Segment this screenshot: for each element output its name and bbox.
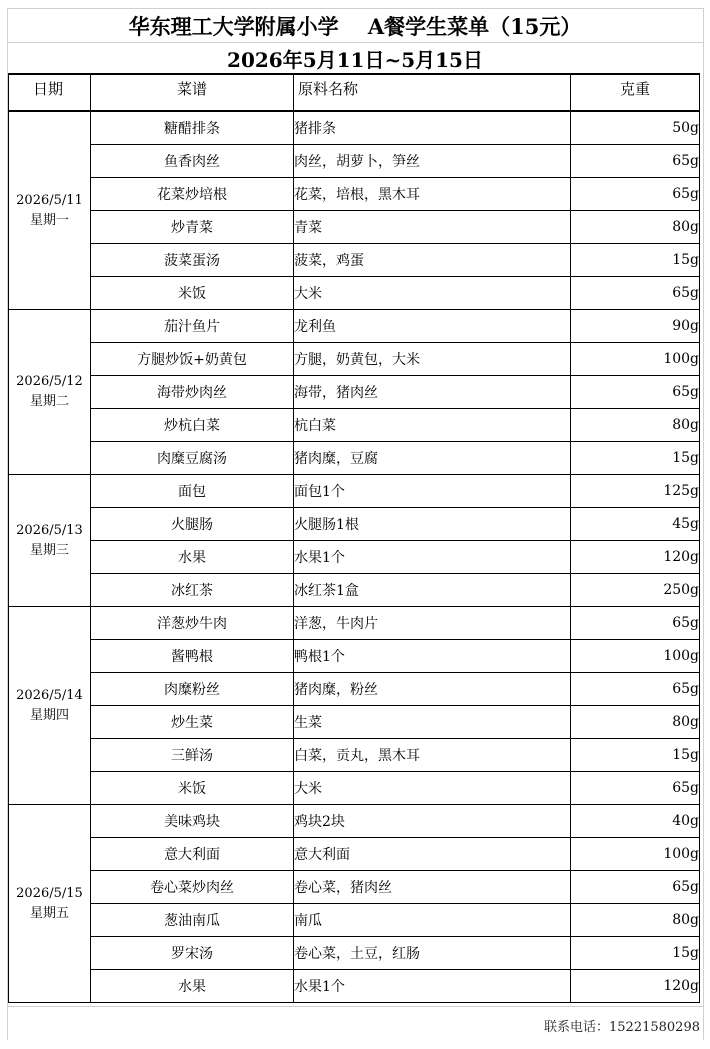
dish-name: 罗宋汤 (91, 937, 294, 970)
dish-weight: 65g (571, 772, 700, 805)
dish-name: 茄汁鱼片 (91, 310, 294, 343)
dish-name: 火腿肠 (91, 508, 294, 541)
dish-weight: 100g (571, 640, 700, 673)
dish-name: 方腿炒饭+奶黄包 (91, 343, 294, 376)
table-row (9, 937, 700, 970)
dish-name: 水果 (91, 970, 294, 1003)
table-row (9, 277, 700, 310)
dish-ingredients: 鸭根1个 (294, 640, 571, 673)
table-row (9, 871, 700, 904)
dish-ingredients: 花菜，培根，黑木耳 (294, 178, 571, 211)
table-row (9, 805, 700, 838)
dish-weight: 50g (571, 111, 700, 145)
dish-name: 卷心菜炒肉丝 (91, 871, 294, 904)
dish-ingredients: 洋葱，牛肉片 (294, 607, 571, 640)
dish-name: 洋葱炒牛肉 (91, 607, 294, 640)
dish-ingredients: 猪肉糜，粉丝 (294, 673, 571, 706)
dish-weight: 120g (571, 541, 700, 574)
column-header-date: 日期 (9, 74, 91, 111)
table-row (9, 244, 700, 277)
dish-name: 酱鸭根 (91, 640, 294, 673)
table-row (9, 673, 700, 706)
dish-weight: 15g (571, 244, 700, 277)
menu-date-range: 2026年5月11日~5月15日 (7, 42, 703, 73)
table-row (9, 409, 700, 442)
table-row (9, 475, 700, 508)
sheet-right-border (703, 8, 704, 1040)
dish-name: 花菜炒培根 (91, 178, 294, 211)
dish-name: 海带炒肉丝 (91, 376, 294, 409)
dish-weight: 100g (571, 838, 700, 871)
day-date-cell (9, 111, 91, 310)
table-row (9, 640, 700, 673)
table-row (9, 541, 700, 574)
dish-ingredients: 意大利面 (294, 838, 571, 871)
dish-ingredients: 水果1个 (294, 541, 571, 574)
dish-name: 菠菜蛋汤 (91, 244, 294, 277)
menu-table (8, 73, 700, 1003)
dish-name: 炒青菜 (91, 211, 294, 244)
day-date-cell (9, 805, 91, 1003)
dish-name: 肉糜粉丝 (91, 673, 294, 706)
day-date: 2026/5/12 (16, 374, 83, 389)
dish-ingredients: 肉丝，胡萝卜，笋丝 (294, 145, 571, 178)
dish-ingredients: 青菜 (294, 211, 571, 244)
table-row (9, 970, 700, 1003)
dish-weight: 100g (571, 343, 700, 376)
dish-name: 美味鸡块 (91, 805, 294, 838)
dish-ingredients: 猪肉糜，豆腐 (294, 442, 571, 475)
dish-name: 炒杭白菜 (91, 409, 294, 442)
day-weekday: 星期四 (29, 707, 69, 723)
table-row (9, 442, 700, 475)
dish-weight: 65g (571, 178, 700, 211)
dish-weight: 65g (571, 277, 700, 310)
dish-ingredients: 卷心菜，猪肉丝 (294, 871, 571, 904)
day-weekday: 星期五 (29, 905, 69, 921)
dish-weight: 65g (571, 145, 700, 178)
dish-name: 冰红茶 (91, 574, 294, 607)
dish-name: 炒生菜 (91, 706, 294, 739)
day-date: 2026/5/14 (16, 687, 83, 703)
dish-weight: 65g (571, 673, 700, 706)
menu-table-body (9, 111, 700, 1003)
dish-ingredients: 冰红茶1盒 (294, 574, 571, 607)
dish-weight: 80g (571, 706, 700, 739)
dish-weight: 15g (571, 937, 700, 970)
table-header-row (9, 74, 700, 111)
dish-ingredients: 龙利鱼 (294, 310, 571, 343)
day-date: 2026/5/15 (16, 885, 83, 901)
dish-weight: 65g (571, 607, 700, 640)
day-weekday: 星期三 (29, 542, 69, 558)
dish-weight: 120g (571, 970, 700, 1003)
dish-weight: 250g (571, 574, 700, 607)
dish-name: 米饭 (91, 277, 294, 310)
table-row (9, 508, 700, 541)
dish-ingredients: 面包1个 (294, 475, 571, 508)
dish-ingredients: 白菜，贡丸，黑木耳 (294, 739, 571, 772)
dish-name: 鱼香肉丝 (91, 145, 294, 178)
table-row (9, 904, 700, 937)
table-row (9, 111, 700, 145)
table-row (9, 607, 700, 640)
dish-ingredients: 方腿，奶黄包，大米 (294, 343, 571, 376)
dish-ingredients: 大米 (294, 772, 571, 805)
table-row (9, 838, 700, 871)
dish-name: 三鲜汤 (91, 739, 294, 772)
dish-name: 米饭 (91, 772, 294, 805)
column-header-weight: 克重 (571, 74, 700, 111)
dish-name: 肉糜豆腐汤 (91, 442, 294, 475)
table-row (9, 310, 700, 343)
dish-weight: 65g (571, 871, 700, 904)
table-row (9, 343, 700, 376)
table-row (9, 739, 700, 772)
dish-weight: 80g (571, 211, 700, 244)
dish-ingredients: 杭白菜 (294, 409, 571, 442)
day-weekday: 星期一 (29, 212, 69, 228)
dish-ingredients: 鸡块2块 (294, 805, 571, 838)
column-header-dish: 菜谱 (91, 74, 294, 111)
dish-ingredients: 水果1个 (294, 970, 571, 1003)
dish-name: 面包 (91, 475, 294, 508)
dish-weight: 15g (571, 739, 700, 772)
day-weekday: 星期二 (29, 394, 69, 409)
dish-ingredients: 火腿肠1根 (294, 508, 571, 541)
dish-weight: 80g (571, 409, 700, 442)
column-header-ingredients: 原料名称 (294, 74, 571, 111)
day-date-cell (9, 310, 91, 475)
day-date: 2026/5/11 (16, 192, 83, 208)
dish-name: 葱油南瓜 (91, 904, 294, 937)
day-date: 2026/5/13 (16, 522, 83, 538)
dish-ingredients: 菠菜，鸡蛋 (294, 244, 571, 277)
table-row (9, 706, 700, 739)
day-date-cell (9, 475, 91, 607)
table-row (9, 211, 700, 244)
menu-title: 华东理工大学附属小学 A餐学生菜单（15元） (7, 8, 703, 43)
table-row (9, 145, 700, 178)
dish-ingredients: 生菜 (294, 706, 571, 739)
dish-weight: 125g (571, 475, 700, 508)
day-date-cell (9, 607, 91, 805)
dish-ingredients: 卷心菜，土豆，红肠 (294, 937, 571, 970)
dish-weight: 80g (571, 904, 700, 937)
dish-weight: 45g (571, 508, 700, 541)
table-row (9, 376, 700, 409)
contact-phone: 联系电话：15221580298 (544, 1020, 700, 1035)
table-row (9, 178, 700, 211)
dish-weight: 90g (571, 310, 700, 343)
dish-ingredients: 猪排条 (294, 111, 571, 145)
footer-divider (7, 1006, 703, 1007)
dish-ingredients: 大米 (294, 277, 571, 310)
dish-name: 糖醋排条 (91, 111, 294, 145)
dish-ingredients: 海带，猪肉丝 (294, 376, 571, 409)
table-row (9, 772, 700, 805)
dish-ingredients: 南瓜 (294, 904, 571, 937)
dish-name: 意大利面 (91, 838, 294, 871)
dish-weight: 65g (571, 376, 700, 409)
dish-weight: 40g (571, 805, 700, 838)
table-row (9, 574, 700, 607)
dish-name: 水果 (91, 541, 294, 574)
dish-weight: 15g (571, 442, 700, 475)
